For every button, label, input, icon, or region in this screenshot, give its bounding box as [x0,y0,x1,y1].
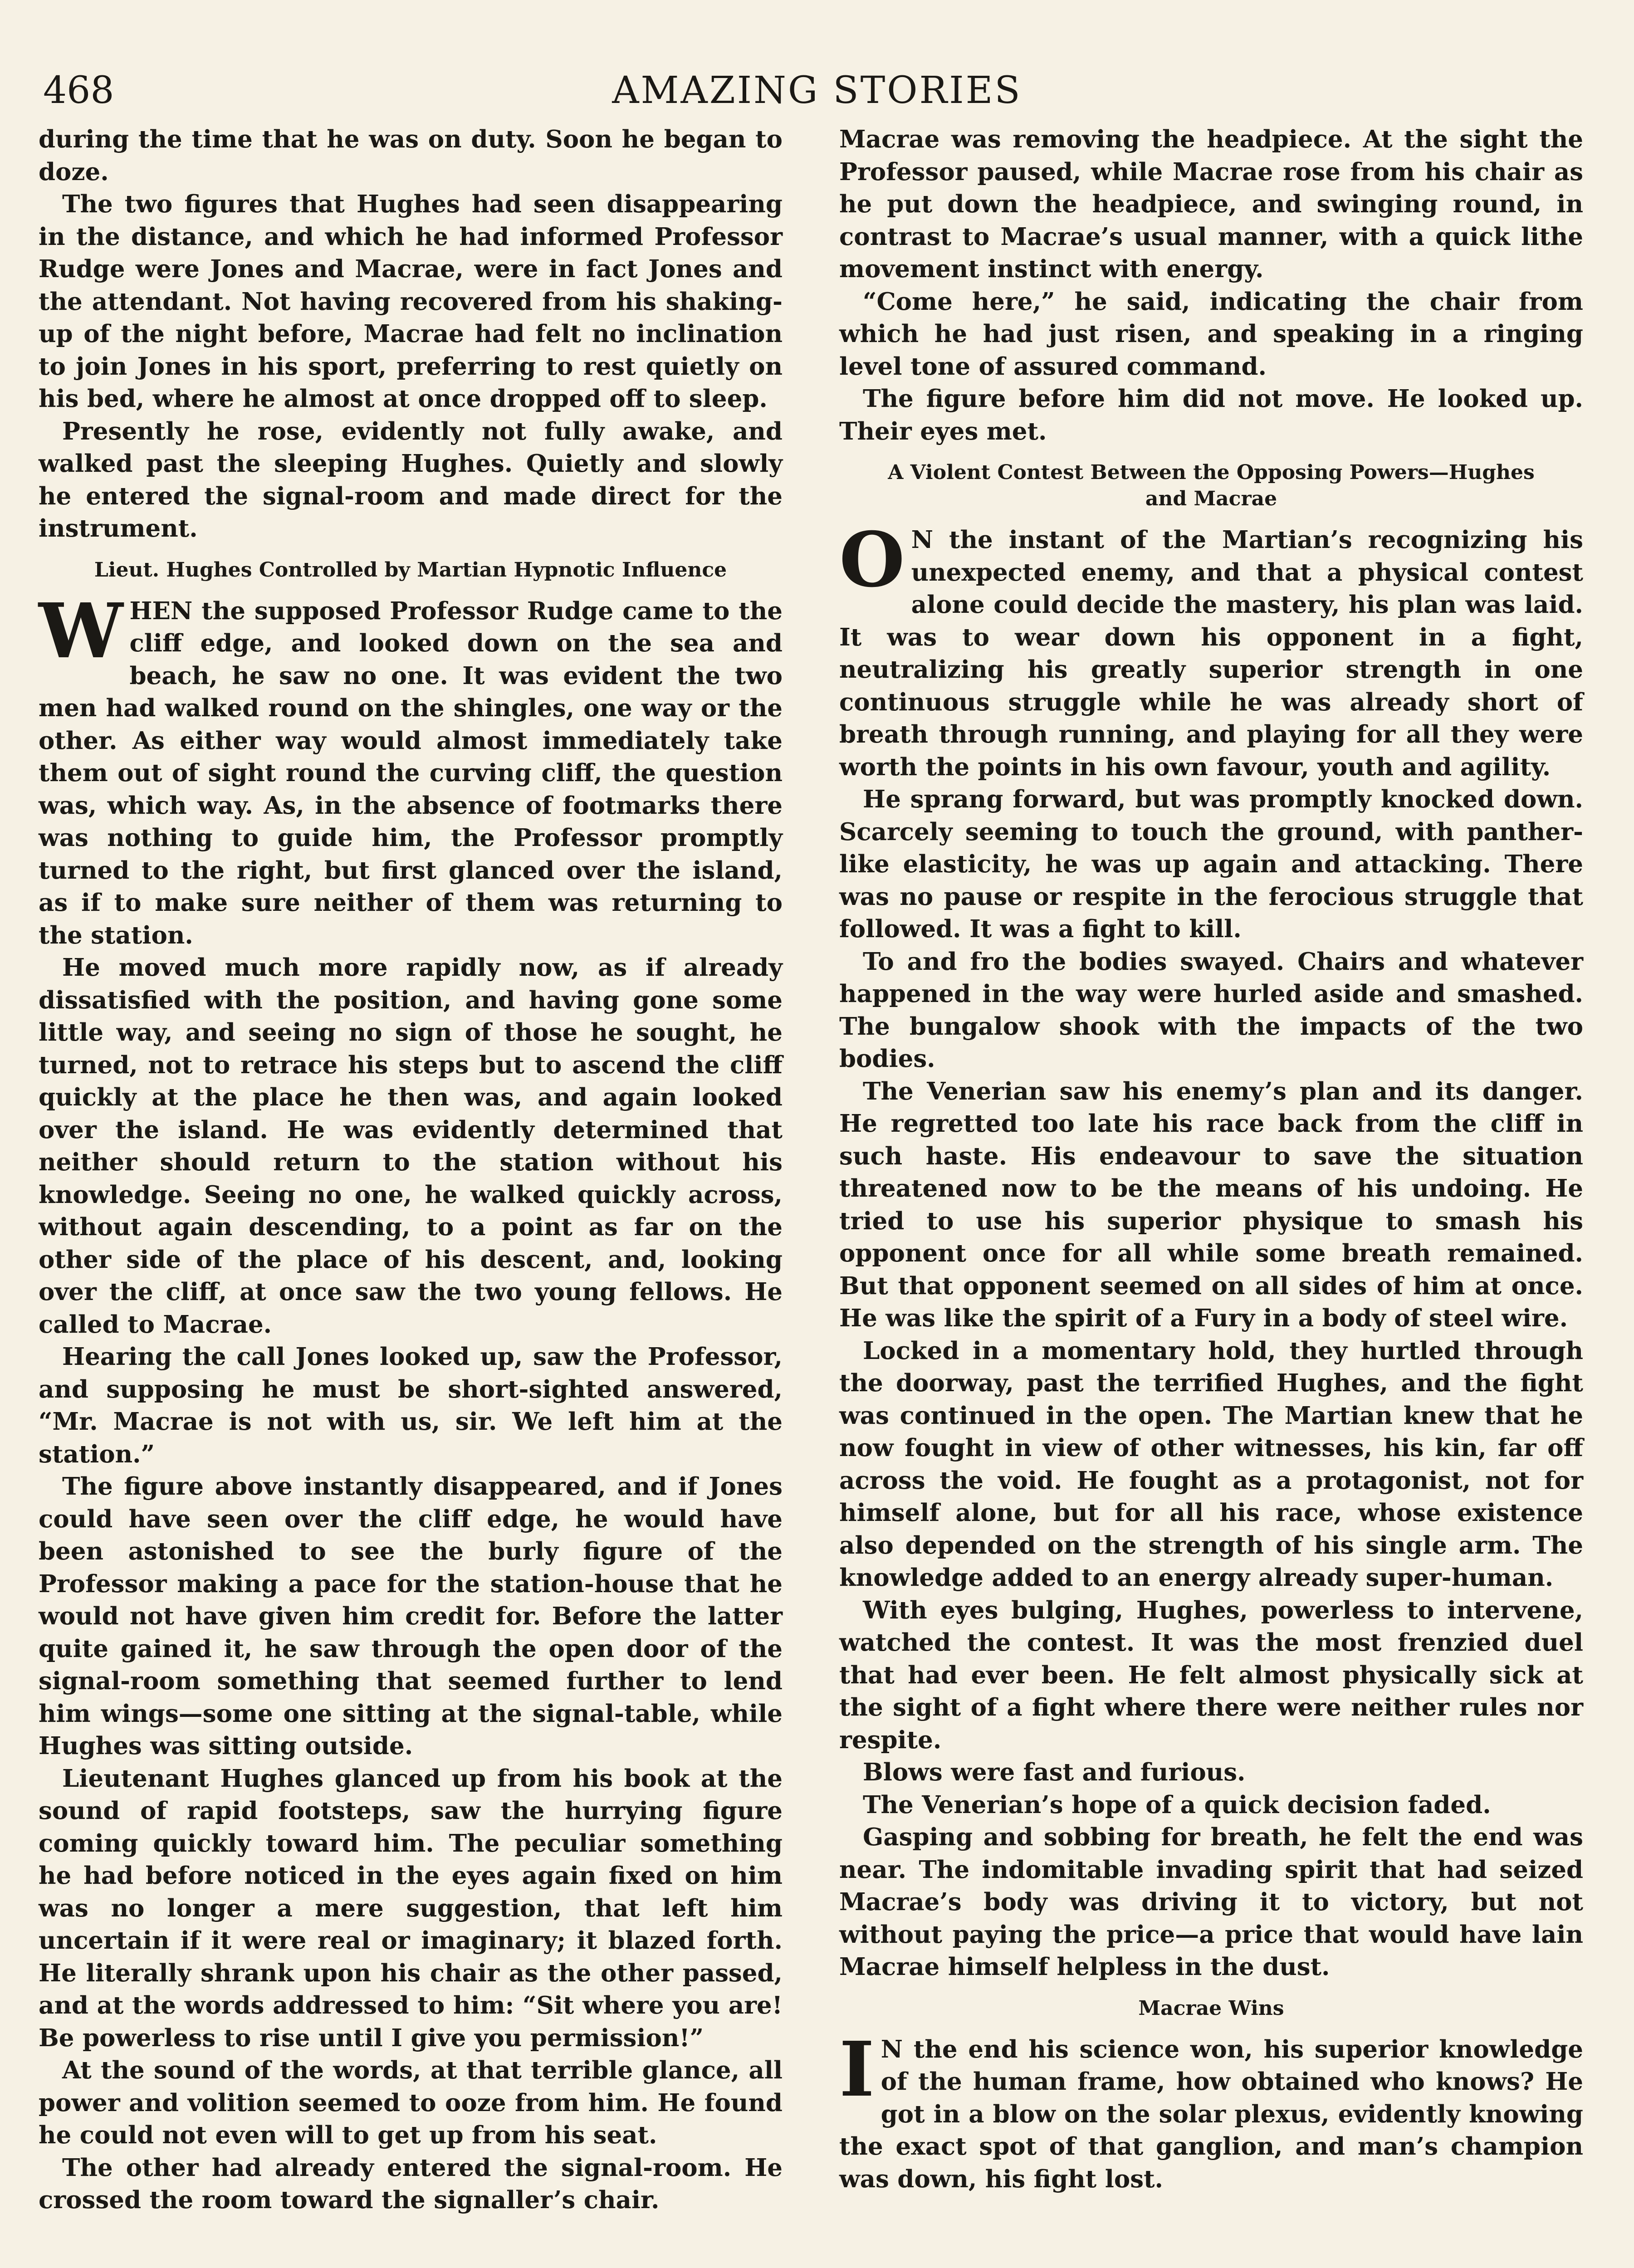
paragraph: Lieutenant Hughes glanced up from his book at the sound of rapid footsteps, saw the hurrying figure coming quickly toward him. The peculiar something he had before noticed in the eyes again fixed on him was no longer a mere suggestion, that left him uncertain if it were real or imaginary; it blazed forth. He literally shrank upon his chair as the other passed, and at the words addressed to him: “Sit where you are! Be powerless to rise until I give you permission!” [39,1764,783,2052]
paragraph-with-dropcap [839,2025,1583,2196]
section-heading: Macrae Wins [1138,1996,1284,2020]
paragraph: He moved much more rapidly now, as if already dissatisfied with the position, and having gone some little way, and seeing no sign of those he sought, he turned, not to retrace his steps but to ascend the cliff quickly at the place he then was, and again looked over the island. He was evidently determined that neither should return to the station without his knowledge. Seeing no one, he walked quickly across, without again descending, to a point as far on the other side of the place of his descent, and, looking over the cliff, at once saw the two young fellows. He called to Macrae. [39,953,783,1339]
paragraph: The Venerian’s hope of a quick decision faded. [863,1790,1491,1819]
paragraph: The other had already entered the signal-room. He crossed the room toward the signaller’s chair. [39,2153,783,2214]
paragraph: “Come here,” he said, indicating the chair from which he had just risen, and speaking in a ringing level tone of assured command. [839,287,1583,381]
paragraph: The Venerian saw his enemy’s plan and its danger. He regretted too late his race back from the cliff in such haste. His endeavour to save the situation threatened now to be the means of his undoing. He tried to use his superior physique to smash his opponent once for all while some breath remained. But that opponent seemed on all sides of him at once. He was like the spirit of a Fury in a body of steel wire. [839,1077,1583,1332]
paragraph-with-dropcap [39,587,783,952]
left-column [39,123,783,2217]
paragraph: Presently he rose, evidently not fully awake, and walked past the sleeping Hughes. Quietly and slowly he entered the signal-room and made direct for the instrument. [39,417,783,543]
paragraph: The figure before him did not move. He looked up. Their eyes met. [839,385,1583,445]
paragraph: Blows were fast and furious. [863,1758,1246,1786]
page-header [0,64,1634,118]
section-heading: A Violent Contest Between the Opposing Powers—Hughes and Macrae [888,461,1535,510]
paragraph: The figure above instantly disappeared, and if Jones could have seen over the cliff edge, he would have been astonished to see the burly figure of the Professor making a pace for the station-house that he would not have given him credit for. Before the latter quite gained it, he saw through the open door of the signal-room something that seemed further to lend him wings—some one sitting at the signal-table, while Hughes was sitting outside. [39,1472,783,1760]
paragraph-text: HEN the supposed Professor Rudge came to the cliff edge, and looked down on the sea and beach, he saw no one. It was evident the two men had walked round on the shingles, one way or the other. As either way would almost immediately take them out of sight round the curving cliff, the question was, which way. As, in the absence of footmarks there was nothing to guide him, the Professor promptly turned to the right, but first glanced over the island, as if to make sure neither of them was returning to the station. [39,596,783,949]
paragraph-text: N the end his science won, his superior knowledge of the human frame, how obtained who knows? He got in a blow on the solar plexus, evidently knowing the exact spot of that ganglion, and man’s champion was down, his fight lost. [839,2035,1583,2193]
paragraph-with-dropcap [839,516,1583,783]
paragraph: Gasping and sobbing for breath, he felt the end was near. The indomitable invading spirit that had seized Macrae’s body was driving it to victory, but not without paying the price—a price that would have lain Macrae himself helpless in the dust. [839,1823,1583,1981]
right-column [839,123,1583,2195]
paragraph-text: N the instant of the Martian’s recognizing his unexpected enemy, and that a physical contest alone could decide the mastery, his plan was laid. It was to wear down his opponent in a fight, neutralizing his greatly superior strength in one continuous struggle while he was already short of breath through running, and playing for all they were worth the points in his own favour, youth and agility. [839,526,1583,781]
paragraph: during the time that he was on duty. Soon he began to doze. [39,125,783,186]
magazine-title: AMAZING STORIES [612,69,1022,112]
section-heading: Lieut. Hughes Controlled by Martian Hypnotic Influence [94,558,727,582]
paragraph: Locked in a momentary hold, they hurtled through the doorway, past the terrified Hughes, and the fight was continued in the open. The Martian knew that he now fought in view of other witnesses, his kin, far off across the void. He fought as a protagonist, not for himself alone, but for all his race, whose existence also depended on the strength of his single arm. The knowledge added to an energy already super-human. [839,1336,1583,1592]
drop-cap: I [839,2025,875,2114]
drop-cap: W [39,587,123,675]
paragraph: With eyes bulging, Hughes, powerless to intervene, watched the contest. It was the most frenzied duel that had ever been. He felt almost physically sick at the sight of a fight where there were neither rules nor respite. [839,1596,1583,1754]
paragraph: He sprang forward, but was promptly knocked down. Scarcely seeming to touch the ground, with panther-like elasticity, he was up again and attacking. There was no pause or respite in the ferocious struggle that followed. It was a fight to kill. [839,785,1583,943]
paragraph: To and fro the bodies swayed. Chairs and whatever happened in the way were hurled aside and smashed. The bungalow shook with the impacts of the two bodies. [839,947,1583,1073]
paragraph: Hearing the call Jones looked up, saw the Professor, and supposing he must be short-sighted answered, “Mr. Macrae is not with us, sir. We left him at the station.” [39,1343,783,1468]
paragraph: Macrae was removing the headpiece. At the sight the Professor paused, while Macrae rose from his chair as he put down the headpiece, and swinging round, in contrast to Macrae’s usual manner, with a quick lithe movement instinct with energy. [839,125,1583,283]
page-number: 468 [43,69,114,112]
drop-cap: O [839,516,905,604]
paragraph: At the sound of the words, at that terrible glance, all power and volition seemed to ooze from him. He found he could not even will to get up from his seat. [39,2056,783,2149]
paragraph: The two figures that Hughes had seen disappearing in the distance, and which he had informed Professor Rudge were Jones and Macrae, were in fact Jones and the attendant. Not having recovered from his shaking-up of the night before, Macrae had felt no inclination to join Jones in his sport, preferring to rest quietly on his bed, where he almost at once dropped off to sleep. [39,190,783,413]
